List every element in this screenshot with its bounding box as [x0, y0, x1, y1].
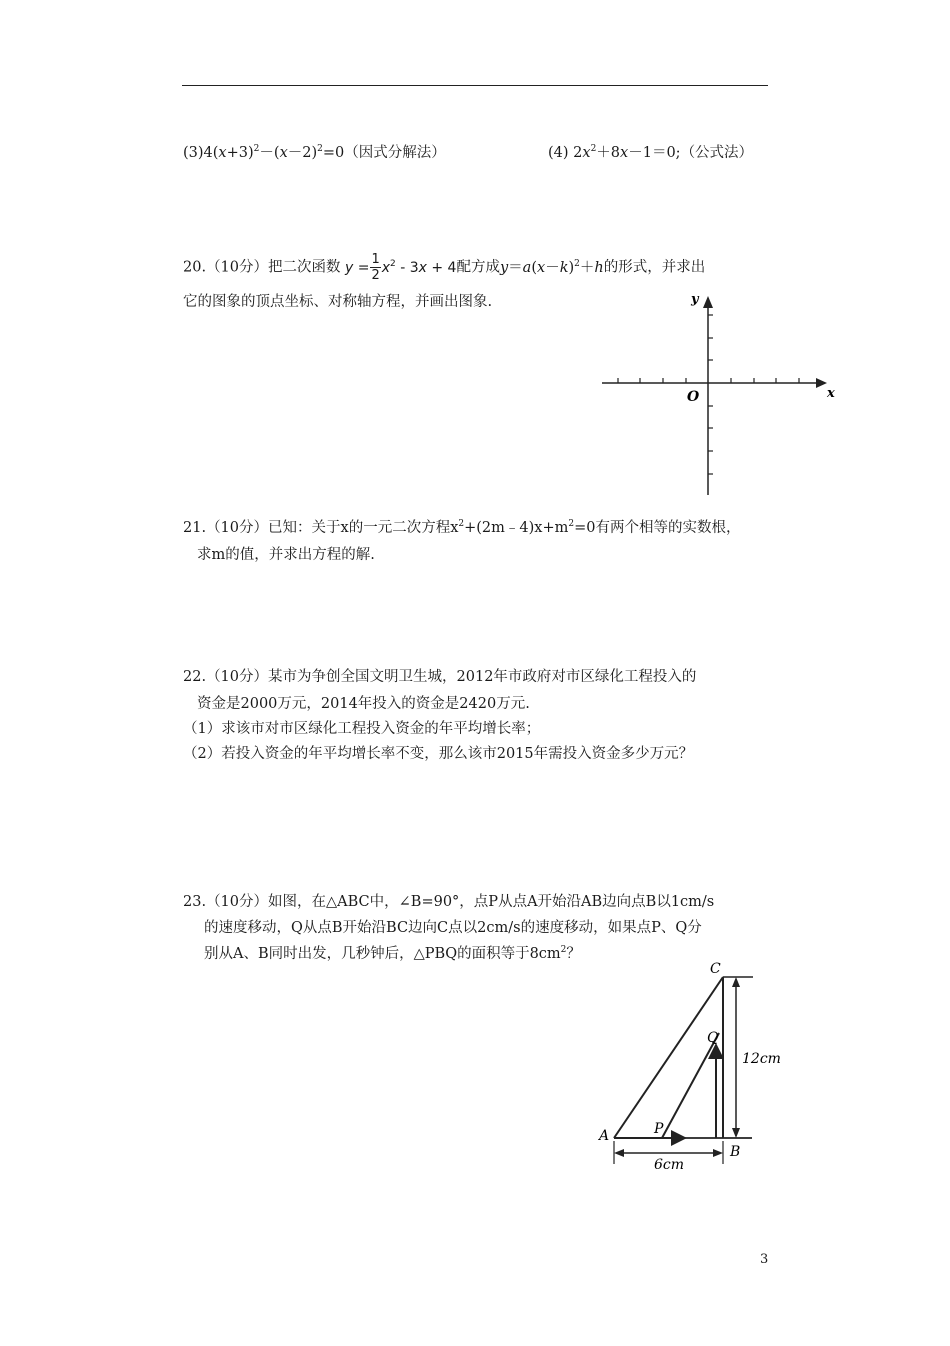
- page-number: 3: [760, 1252, 769, 1267]
- triangle-figure: [590, 955, 790, 1175]
- label-b: B: [730, 1144, 741, 1160]
- q23-number: 23.: [183, 894, 207, 910]
- x-axis-arrow-icon: [816, 378, 827, 388]
- x-axis-label: x: [827, 386, 835, 401]
- origin-label: O: [687, 389, 700, 405]
- q19-part4: (4) $2x^2+8x-1=0$;（公式法）: [548, 144, 754, 161]
- dim-arrow-left-icon: [614, 1149, 624, 1157]
- dim-arrow-up-icon: [732, 977, 740, 987]
- q23-line3: 别从A、B同时出发，几秒钟后，△PBQ的面积等于$8cm^2$？: [204, 945, 581, 962]
- q20-line1: [183, 252, 705, 283]
- label-a: A: [599, 1128, 610, 1144]
- q22-sub2: （2）若投入资金的年平均增长率不变，那么该市2015年需投入资金多少万元？: [183, 746, 694, 762]
- q20-line2: 它的图象的顶点坐标、对称轴方程，并画出图象.: [183, 294, 493, 310]
- y-axis-arrow-icon: [703, 296, 713, 308]
- q20-function: y = $\frac{1}{2}$ $x^2$ ‑ 3x + 4: [344, 252, 457, 283]
- q20-text-b: 配方成: [456, 259, 500, 276]
- label-c: C: [710, 961, 721, 977]
- q23-line1: [183, 892, 714, 912]
- y-axis-label: y: [691, 292, 699, 307]
- q21-text-c: =0有两个相等的实数根，: [574, 520, 741, 536]
- label-p: P: [654, 1121, 664, 1137]
- q22-points: （10分）: [206, 669, 269, 685]
- q20-vertex-form: $y=a(x-k)^2+h$: [499, 258, 604, 276]
- q22-sub1: （1）求该市对市区绿化工程投入资金的年平均增长率；: [183, 721, 541, 737]
- q22-line1: [183, 667, 696, 687]
- q21-text-b: +(2m﹣4)x+m: [464, 520, 569, 536]
- q20-text-a: 把二次函数: [268, 259, 341, 276]
- q20-number: 20.: [183, 259, 207, 276]
- q22-text: 某市为争创全国文明卫生城，2012年市政府对市区绿化工程投入的: [268, 669, 697, 685]
- dim-horizontal-label: 6cm: [654, 1157, 685, 1173]
- coordinate-axes: [595, 285, 845, 505]
- q23-points: （10分）: [206, 894, 269, 910]
- q20-text-c: 的形式，并求出: [603, 259, 706, 276]
- dim-arrow-right-icon: [713, 1149, 723, 1157]
- q23-text: 如图，在△ABC中，∠B=90°，点P从点A开始沿AB边向点B以1cm/s: [268, 894, 715, 910]
- q21-line2: 求m的值，并求出方程的解.: [197, 547, 375, 563]
- dim-arrow-down-icon: [732, 1128, 740, 1138]
- q19-part3-method: （因式分解法）: [344, 145, 446, 161]
- q21-points: （10分）: [206, 520, 269, 536]
- q21-text-a: 已知：关于x的一元二次方程x: [268, 520, 459, 536]
- q23-text-a: 别从A、B同时出发，几秒钟后，△PBQ的面积等于8cm: [204, 946, 561, 962]
- q20-points: （10分）: [206, 259, 269, 276]
- q23-line2: 的速度移动，Q从点B开始沿BC边向C点以2cm/s的速度移动，如果点P、Q分: [204, 920, 702, 936]
- q22-line2: 资金是2000万元，2014年投入的资金是2420万元.: [197, 696, 530, 712]
- q19-part4-method: （公式法）: [680, 145, 754, 161]
- q22-number: 22.: [183, 669, 207, 685]
- dim-vertical-label: 12cm: [742, 1051, 781, 1067]
- segment-pq: [662, 1033, 719, 1138]
- label-q: Q: [707, 1030, 719, 1046]
- q19-part3: $(3)4(x+3)^2-(x-2)^2=0$（因式分解法）: [183, 144, 446, 161]
- q21-number: 21.: [183, 520, 207, 536]
- q21-line1: 21.（10分）已知：关于x的一元二次方程$x^2+(2m﹣4)x+m^2=0$有两个相等的实数根，: [183, 519, 741, 536]
- header-rule: [182, 85, 768, 86]
- q23-text-b: ？: [566, 946, 581, 962]
